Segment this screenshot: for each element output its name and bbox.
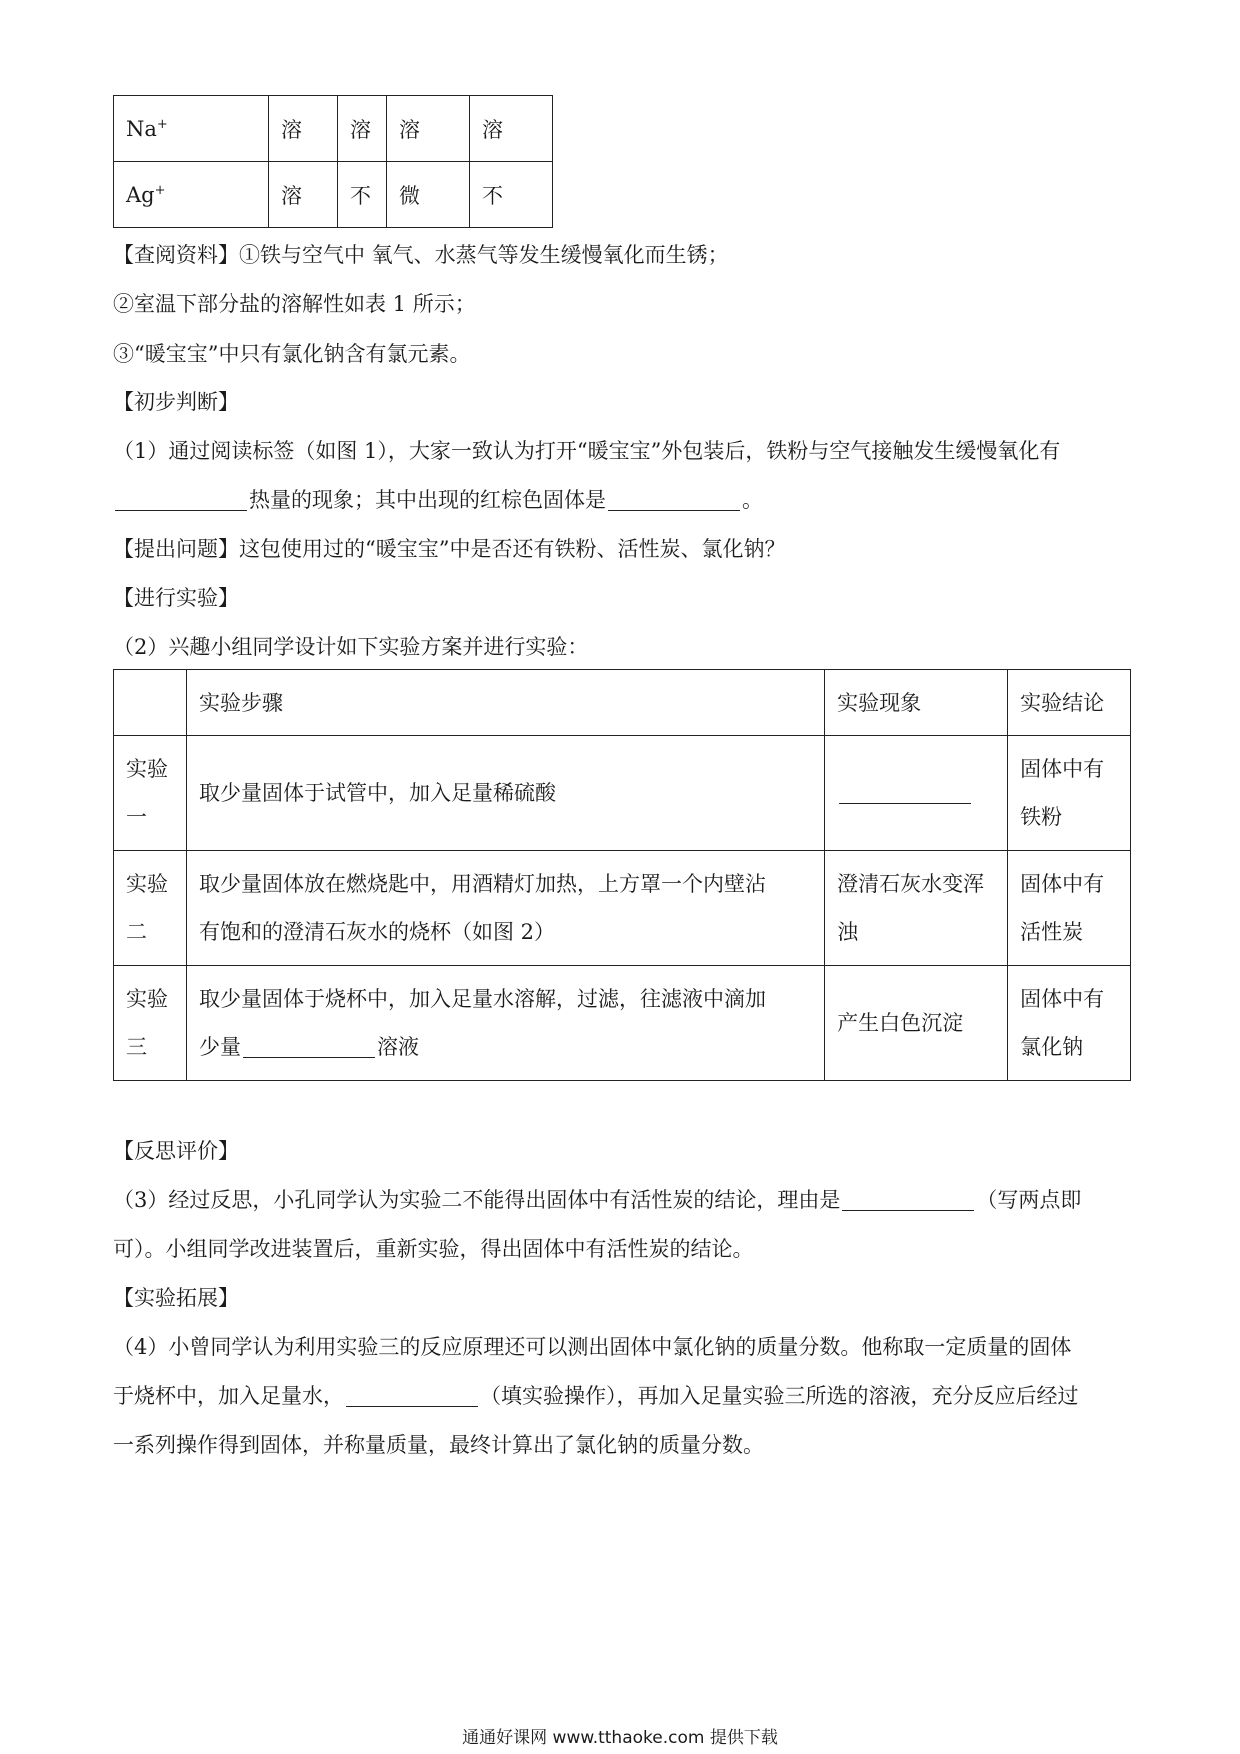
conclusion-line: 活性炭	[1020, 920, 1084, 944]
experiment-name-line: 实验	[126, 872, 168, 896]
solubility-table	[113, 95, 553, 228]
experiment-name-line: 一	[126, 805, 147, 829]
question-4-line-2	[113, 1382, 1079, 1410]
answer-blank[interactable]	[839, 783, 971, 804]
answer-blank[interactable]	[243, 1037, 375, 1058]
header-cell	[114, 670, 187, 736]
reflection-heading: 【反思评价】	[113, 1139, 239, 1163]
question-4-text: （填实验操作），再加入足量实验三所选的溶液，充分反应后经过	[480, 1384, 1079, 1408]
step-text: 少量	[198, 1035, 241, 1059]
phenomenon-line: 澄清石灰水变浑	[837, 872, 985, 896]
question-1-end: 。	[742, 488, 763, 512]
table-row	[114, 851, 1131, 966]
question-3-text: （写两点即	[976, 1188, 1082, 1212]
info-line-1: 【查阅资料】①铁与空气中 氧气、水蒸气等发生缓慢氧化而生锈；	[113, 243, 729, 267]
experiment-name	[114, 966, 187, 1081]
answer-blank[interactable]	[346, 1386, 478, 1407]
ion-cell	[114, 162, 269, 228]
table-row	[114, 162, 553, 228]
question-2: （2）兴趣小组同学设计如下实验方案并进行实验：	[113, 635, 589, 659]
phenomenon-line: 浊	[837, 920, 859, 944]
header-cell: 实验现象	[825, 670, 1008, 736]
ion-label: Na	[126, 116, 157, 141]
conclusion-line: 固体中有	[1020, 757, 1105, 781]
experiment-step	[186, 966, 824, 1081]
question-3-line-2: 可）。小组同学改进装置后，重新实验，得出固体中有活性炭的结论。	[113, 1237, 754, 1261]
ion-cell	[114, 96, 269, 162]
step-line: 有饱和的澄清石灰水的烧杯（如图 2）	[198, 920, 555, 944]
experiment-name	[114, 736, 187, 851]
step-line	[199, 1023, 812, 1071]
solubility-cell: 不	[338, 162, 387, 228]
header-cell: 实验结论	[1008, 670, 1131, 736]
step-text: 溶液	[376, 1035, 419, 1059]
solubility-cell: 溶	[470, 96, 553, 162]
table-row	[114, 966, 1131, 1081]
answer-blank[interactable]	[608, 490, 740, 511]
conclusion-line: 氯化钠	[1020, 1035, 1084, 1059]
ion-charge: +	[156, 116, 168, 132]
experiment-heading: 【进行实验】	[113, 586, 239, 610]
conclusion-line: 固体中有	[1020, 872, 1105, 896]
experiment-step: 取少量固体于试管中，加入足量稀硫酸	[186, 736, 824, 851]
extension-heading: 【实验拓展】	[113, 1286, 239, 1310]
info-line-2: ②室温下部分盐的溶解性如表 1 所示；	[113, 292, 476, 316]
answer-blank[interactable]	[115, 490, 247, 511]
experiment-conclusion	[1008, 966, 1131, 1081]
problem-statement: 【提出问题】这包使用过的“暖宝宝”中是否还有铁粉、活性炭、氯化钠？	[113, 537, 786, 561]
solubility-cell: 溶	[387, 96, 470, 162]
question-3-line-1	[113, 1186, 1081, 1214]
experiment-table	[113, 669, 1131, 1081]
table-row	[114, 736, 1131, 851]
experiment-name-line: 二	[126, 920, 147, 944]
solubility-cell: 溶	[269, 162, 338, 228]
experiment-phenomenon	[825, 736, 1008, 851]
ion-label: Ag	[126, 182, 155, 207]
step-line: 取少量固体于烧杯中，加入足量水溶解，过滤，往滤液中滴加	[198, 987, 766, 1011]
table-header-row	[114, 670, 1131, 736]
experiment-name	[114, 851, 187, 966]
experiment-phenomenon: 产生白色沉淀	[825, 966, 1008, 1081]
experiment-name-line: 实验	[126, 757, 168, 781]
question-1-line-1: （1）通过阅读标签（如图 1），大家一致认为打开“暖宝宝”外包装后，铁粉与空气接触发生缓慢氧化有	[113, 439, 1061, 463]
question-4-text: 于烧杯中，加入足量水，	[113, 1384, 344, 1408]
page-footer: 通通好课网 www.tthaoke.com 提供下载	[462, 1728, 778, 1748]
info-line-3: ③“暖宝宝”中只有氯化钠含有氯元素。	[113, 342, 471, 366]
question-3-text: （3）经过反思，小孔同学认为实验二不能得出固体中有活性炭的结论，理由是	[113, 1188, 841, 1212]
answer-blank[interactable]	[842, 1190, 974, 1211]
question-4-line-3: 一系列操作得到固体，并称量质量，最终计算出了氯化钠的质量分数。	[113, 1433, 764, 1457]
solubility-cell: 微	[387, 162, 470, 228]
solubility-cell: 不	[470, 162, 553, 228]
experiment-name-line: 三	[126, 1035, 147, 1059]
conclusion-line: 固体中有	[1020, 987, 1105, 1011]
solubility-cell: 溶	[269, 96, 338, 162]
solubility-cell: 溶	[338, 96, 387, 162]
experiment-phenomenon	[825, 851, 1008, 966]
experiment-step	[186, 851, 824, 966]
ion-charge: +	[154, 182, 166, 198]
judgement-heading: 【初步判断】	[113, 390, 239, 414]
step-line: 取少量固体放在燃烧匙中，用酒精灯加热，上方罩一个内壁沾	[198, 872, 766, 896]
conclusion-line: 铁粉	[1020, 805, 1063, 829]
table-row	[114, 96, 553, 162]
question-1-line-2	[113, 486, 763, 514]
header-cell: 实验步骤	[186, 670, 824, 736]
experiment-conclusion	[1008, 851, 1131, 966]
experiment-conclusion	[1008, 736, 1131, 851]
experiment-name-line: 实验	[126, 987, 168, 1011]
question-1-text: 热量的现象；其中出现的红棕色固体是	[249, 488, 606, 512]
question-4-line-1: （4）小曾同学认为利用实验三的反应原理还可以测出固体中氯化钠的质量分数。他称取一定质量的固体	[113, 1335, 1072, 1359]
